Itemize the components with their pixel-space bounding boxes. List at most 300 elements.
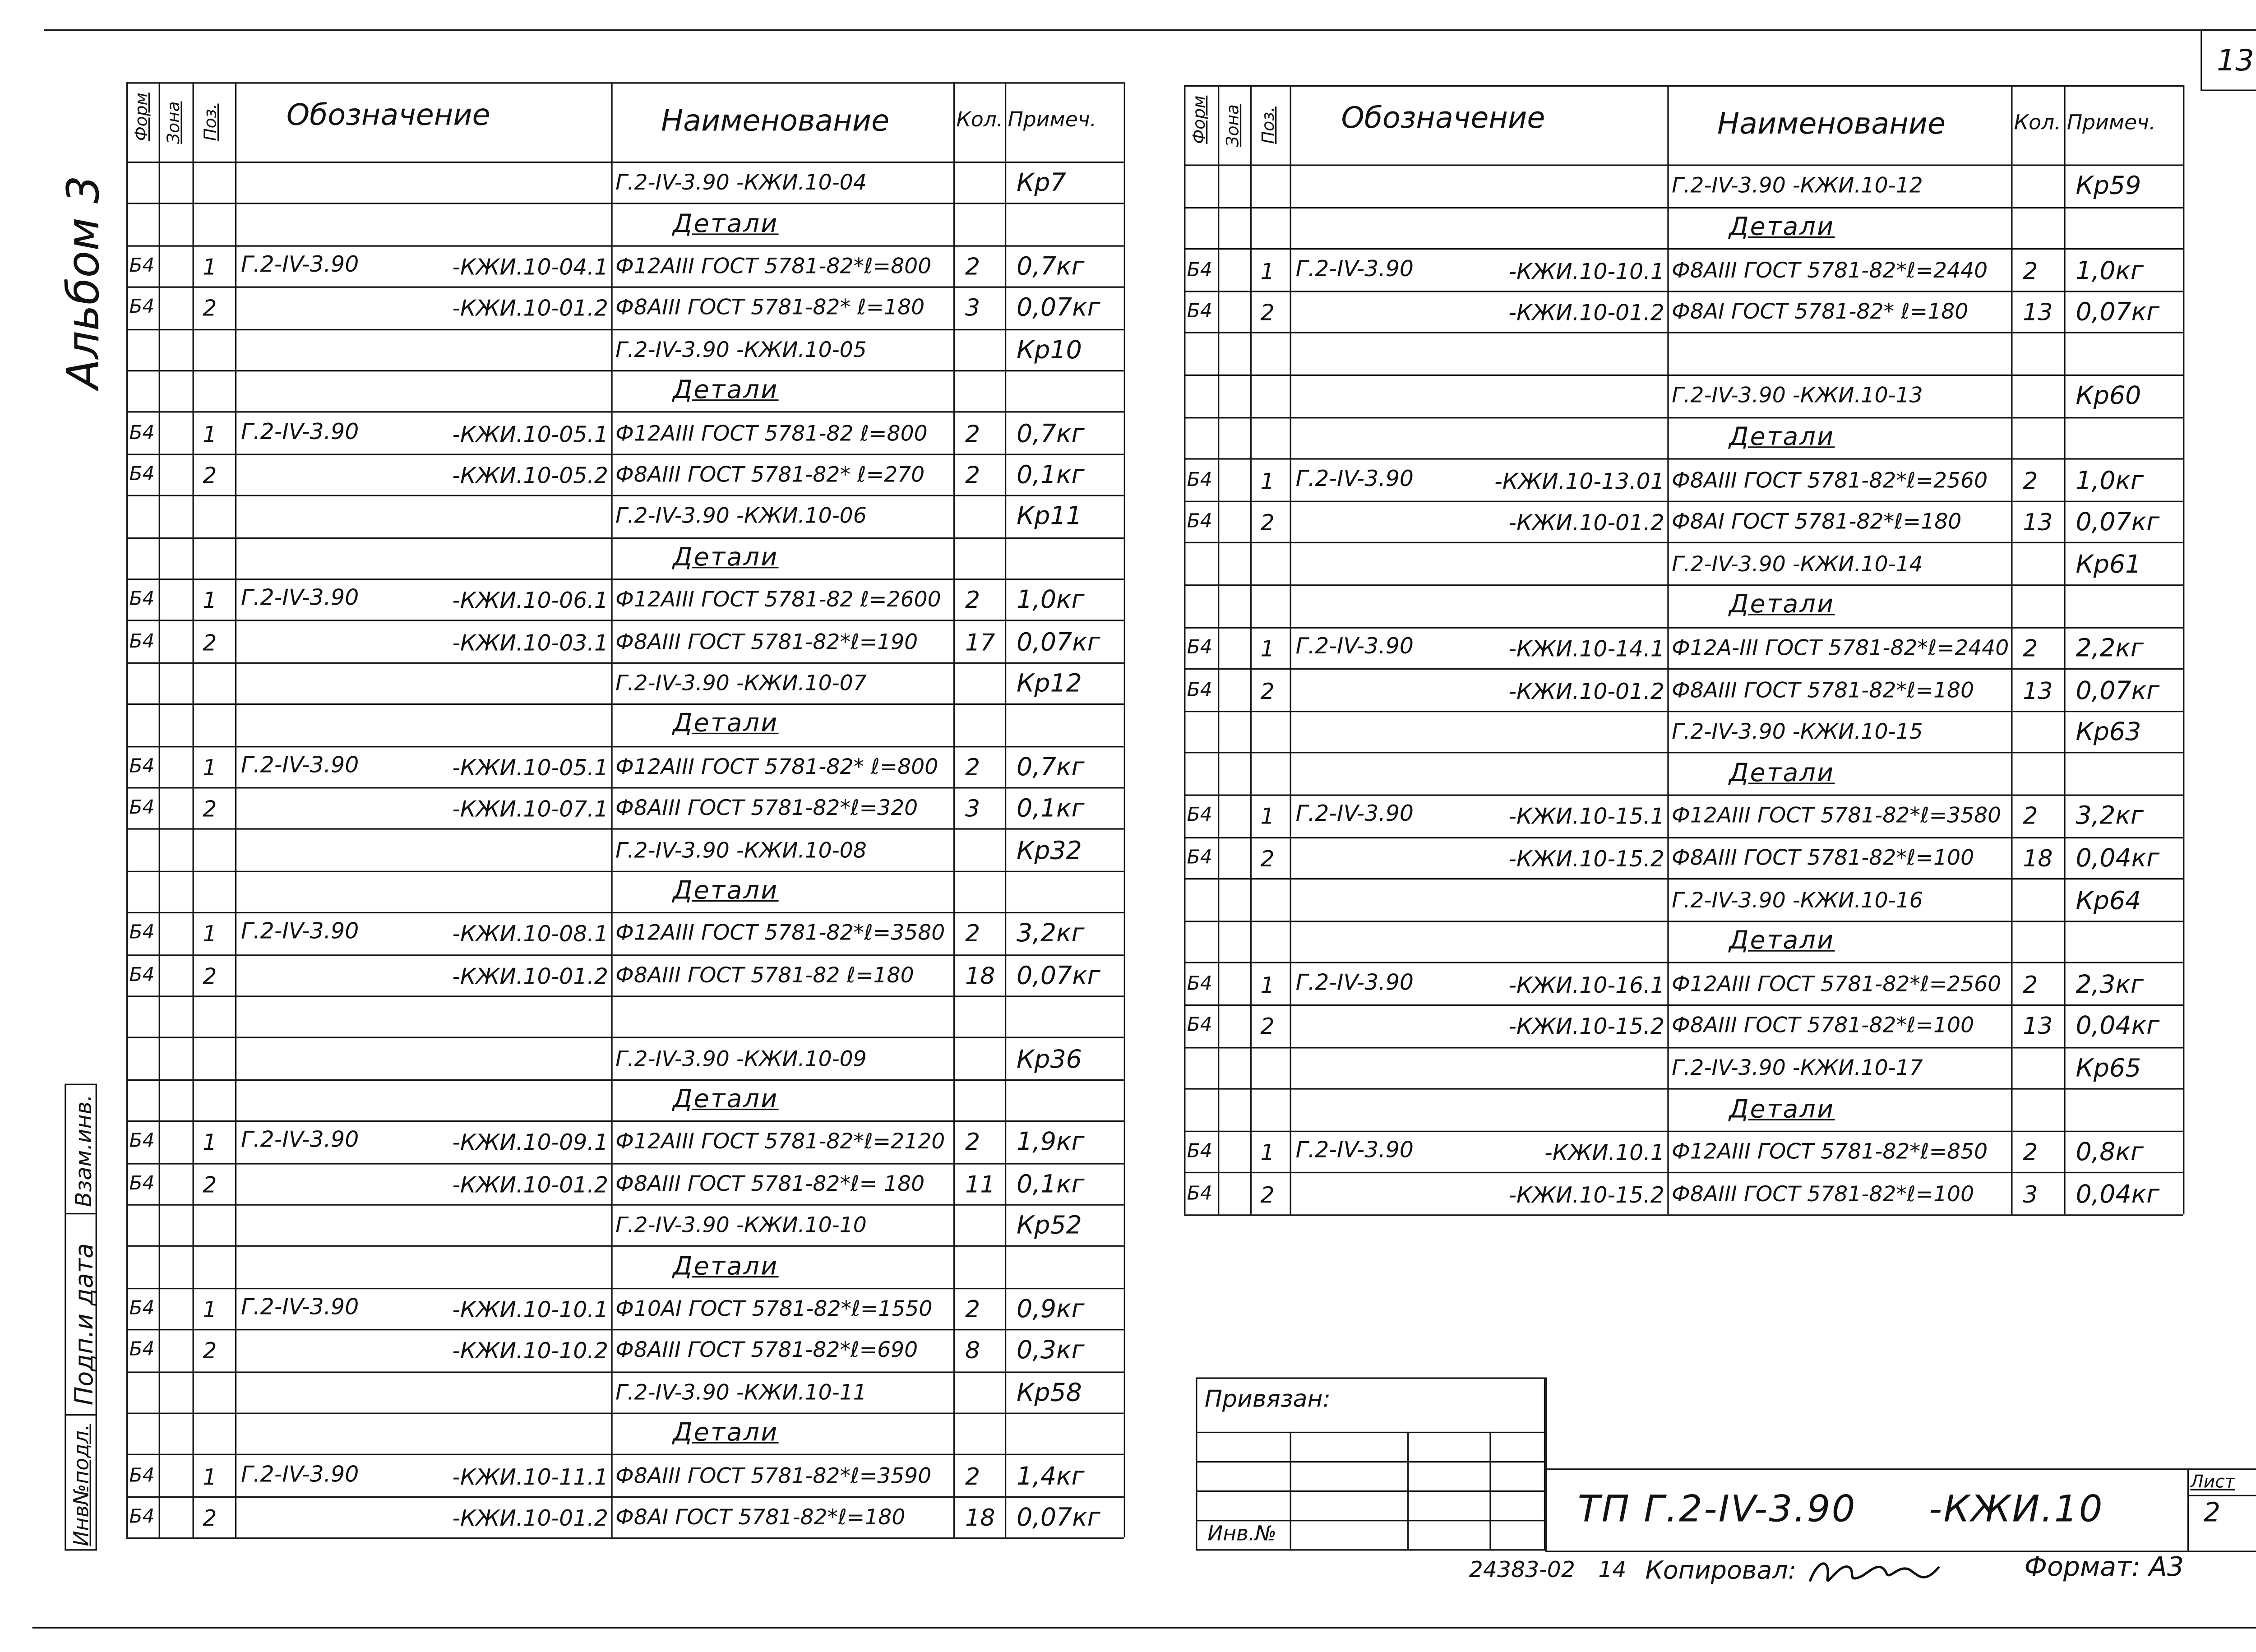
section-title-details: Детали: [1729, 759, 1835, 788]
table-row-line: [1184, 1172, 2183, 1174]
row-designation-code: -КЖИ.10-10.2: [452, 1338, 608, 1365]
row-item-name: Ф8АIII ГОСТ 5781-82*ℓ=100: [1672, 1183, 1974, 1207]
row-quantity: 3: [965, 795, 980, 823]
row-position: 1: [1260, 972, 1275, 998]
row-format: Б4: [129, 1173, 155, 1195]
row-note: Кр60: [2076, 382, 2141, 412]
row-assembly-name: Г.2-IV-3.90 -КЖИ.10-10: [615, 1214, 867, 1238]
row-series: Г.2-IV-3.90: [1295, 801, 1414, 828]
row-note: 1,0кг: [1017, 586, 1085, 616]
row-format: Б4: [1187, 1015, 1212, 1037]
row-position: 2: [203, 1505, 217, 1532]
col-header-qty: Кол.: [2014, 111, 2061, 135]
row-format: Б4: [1187, 469, 1212, 491]
row-assembly-name: Г.2-IV-3.90 -КЖИ.10-11: [615, 1381, 867, 1405]
table-col-line: [953, 82, 955, 1538]
row-note: 0,9кг: [1017, 1295, 1085, 1325]
row-designation-code: -КЖИ.10-05.1: [452, 754, 608, 781]
table-row-line: [126, 1413, 1124, 1414]
table-row-line: [126, 912, 1124, 913]
row-item-name: Ф12АIII ГОСТ 5781-82*ℓ=2120: [615, 1131, 945, 1155]
row-designation-code: -КЖИ.10-10.1: [1508, 258, 1664, 284]
row-assembly-name: Г.2-IV-3.90 -КЖИ.10-17: [1672, 1057, 1923, 1081]
row-note: 1,4кг: [1017, 1462, 1085, 1491]
row-item-name: Ф8АI ГОСТ 5781-82*ℓ=180: [615, 1506, 906, 1530]
row-note: 0,04кг: [2076, 844, 2160, 874]
row-assembly-name: Г.2-IV-3.90 -КЖИ.10-06: [615, 505, 867, 529]
row-position: 2: [203, 463, 217, 489]
row-assembly-name: Г.2-IV-3.90 -КЖИ.10-16: [1672, 889, 1923, 913]
row-assembly-name: Г.2-IV-3.90 -КЖИ.10-13: [1672, 385, 1923, 409]
row-note: 3,2кг: [2076, 802, 2144, 832]
row-note: Кр63: [2076, 718, 2141, 748]
section-title-details: Детали: [673, 710, 779, 740]
row-position: 1: [203, 1296, 217, 1323]
table-col-line: [126, 82, 128, 1538]
row-series: Г.2-IV-3.90: [240, 751, 359, 778]
row-format: Б4: [129, 422, 155, 444]
title-designation: ТП Г.2-IV-3.90: [1577, 1487, 1857, 1530]
row-quantity: 13: [2023, 298, 2053, 326]
row-assembly-name: Г.2-IV-3.90 -КЖИ.10-14: [1672, 553, 1923, 577]
binding-row-line: [1196, 1520, 1545, 1521]
row-position: 1: [203, 588, 217, 614]
row-item-name: Ф12АIII ГОСТ 5781-82*ℓ=3580: [615, 922, 945, 946]
row-quantity: 2: [2023, 466, 2038, 495]
table-row-line: [126, 245, 1124, 246]
col-header-name: Наименование: [661, 102, 890, 138]
row-designation-code: -КЖИ.10-15.2: [1508, 1013, 1664, 1040]
row-note: 0,07кг: [1017, 961, 1100, 991]
row-note: 0,8кг: [2076, 1138, 2144, 1168]
table-row-line: [126, 1538, 1124, 1539]
row-series: Г.2-IV-3.90: [240, 251, 359, 278]
table-row-line: [126, 1162, 1124, 1164]
title-block-sheet-line: [2187, 1495, 2256, 1496]
table-col-line: [1124, 82, 1125, 1538]
row-quantity: 17: [965, 628, 995, 656]
row-quantity: 2: [2023, 802, 2038, 830]
row-note: Кр11: [1017, 503, 1082, 532]
row-designation-code: -КЖИ.10-16.1: [1508, 972, 1664, 998]
binding-row-line: [1196, 1432, 1545, 1433]
row-item-name: Ф12АIII ГОСТ 5781-82*ℓ=2560: [1672, 973, 2002, 997]
row-designation-code: -КЖИ.10-03.1: [452, 629, 608, 656]
row-series: Г.2-IV-3.90: [1295, 633, 1414, 659]
row-quantity: 2: [965, 252, 980, 281]
row-designation-code: -КЖИ.10-05.1: [452, 421, 608, 448]
table-row-line: [1184, 795, 2183, 796]
table-header-line: [126, 162, 1124, 163]
row-position: 2: [1260, 509, 1275, 537]
sheet-number: 13: [2217, 42, 2254, 78]
table-row-line: [1184, 1088, 2183, 1090]
row-designation-code: -КЖИ.10-08.1: [452, 921, 608, 948]
row-designation-code: -КЖИ.10-01.2: [452, 296, 608, 322]
row-format: Б4: [129, 255, 155, 278]
row-item-name: Ф8АIII ГОСТ 5781-82*ℓ=690: [615, 1340, 918, 1364]
row-position: 2: [1260, 1013, 1275, 1040]
binding-row-line: [1196, 1461, 1545, 1462]
row-format: Б4: [129, 922, 155, 945]
row-note: 0,3кг: [1017, 1337, 1085, 1366]
col-header-designation: Обозначение: [286, 97, 490, 132]
row-format: Б4: [1187, 511, 1212, 533]
table-row-line: [126, 453, 1124, 455]
row-item-name: Ф8АIII ГОСТ 5781-82*ℓ=100: [1672, 1015, 1974, 1039]
row-format: Б4: [129, 797, 155, 820]
row-assembly-name: Г.2-IV-3.90 -КЖИ.10-12: [1672, 175, 1923, 199]
row-quantity: 2: [965, 753, 980, 781]
table-col-line: [1184, 85, 1185, 1214]
row-note: Кр61: [2076, 550, 2141, 580]
section-title-details: Детали: [1729, 926, 1835, 956]
section-title-details: Детали: [1729, 213, 1835, 242]
row-note: 0,07кг: [2076, 508, 2160, 538]
row-quantity: 11: [965, 1170, 995, 1198]
table-row-line: [126, 620, 1124, 622]
row-note: 1,9кг: [1017, 1128, 1085, 1158]
row-quantity: 3: [965, 294, 980, 322]
side-stamp-divider: [65, 1414, 97, 1416]
row-position: 2: [203, 1171, 217, 1198]
row-quantity: 2: [2023, 1138, 2038, 1166]
row-position: 1: [203, 421, 217, 448]
row-assembly-name: Г.2-IV-3.90 -КЖИ.10-07: [615, 672, 867, 696]
sheet-label: Лист: [2190, 1471, 2235, 1492]
row-position: 2: [1260, 677, 1275, 704]
row-item-name: Ф8АIII ГОСТ 5781-82* ℓ=270: [615, 464, 925, 488]
row-designation-code: -КЖИ.10.1: [1544, 1139, 1664, 1166]
row-series: Г.2-IV-3.90: [240, 918, 359, 945]
row-designation-code: -КЖИ.10-04.1: [452, 254, 608, 281]
table-row-line: [1184, 500, 2183, 502]
table-row-line: [1184, 752, 2183, 754]
table-row-line: [1184, 963, 2183, 964]
table-row-line: [126, 537, 1124, 538]
row-series: Г.2-IV-3.90: [240, 584, 359, 611]
row-quantity: 2: [2023, 634, 2038, 662]
row-format: Б4: [1187, 805, 1212, 828]
table-row-line: [1184, 542, 2183, 544]
row-designation-code: -КЖИ.10-01.2: [1508, 509, 1664, 537]
row-format: Б4: [129, 297, 155, 319]
album-label: Альбом 3: [59, 175, 111, 389]
inv-label: Инв.№: [1207, 1522, 1276, 1546]
side-stamp-replace: Взам.инв.: [70, 1094, 97, 1207]
table-row-line: [126, 995, 1124, 997]
row-quantity: 8: [965, 1337, 980, 1365]
row-note: 0,07кг: [1017, 294, 1100, 324]
row-item-name: Ф8АIII ГОСТ 5781-82*ℓ=320: [615, 797, 918, 821]
row-note: Кр59: [2076, 172, 2141, 202]
row-item-name: Ф8АIII ГОСТ 5781-82*ℓ= 180: [615, 1173, 925, 1197]
binding-label: Привязан:: [1204, 1384, 1331, 1413]
row-quantity: 2: [965, 1295, 980, 1323]
format-label: Формат: А3: [2024, 1552, 2184, 1583]
row-quantity: 13: [2023, 676, 2053, 704]
row-note: Кр32: [1017, 836, 1082, 866]
row-item-name: Ф10АI ГОСТ 5781-82*ℓ=1550: [615, 1298, 933, 1322]
col-header-pos: Поз.: [1257, 106, 1278, 144]
row-designation-code: -КЖИ.10-15.2: [1508, 1181, 1664, 1208]
col-header-zone: Зона: [163, 101, 184, 144]
row-series: Г.2-IV-3.90: [240, 1460, 359, 1487]
row-position: 1: [203, 1463, 217, 1490]
row-note: 0,7кг: [1017, 753, 1085, 782]
row-position: 1: [1260, 258, 1275, 284]
row-designation-code: -КЖИ.10-01.2: [452, 1505, 608, 1532]
table-row-line: [1184, 710, 2183, 712]
row-designation-code: -КЖИ.10-06.1: [452, 588, 608, 614]
table-row-line: [126, 829, 1124, 830]
row-designation-code: -КЖИ.10-01.2: [1508, 300, 1664, 326]
section-title-details: Детали: [1729, 422, 1835, 452]
row-note: 0,04кг: [2076, 1012, 2160, 1042]
row-designation-code: -КЖИ.10-01.2: [1508, 677, 1664, 704]
row-series: Г.2-IV-3.90: [1295, 255, 1414, 282]
table-row-line: [126, 1329, 1124, 1331]
table-row-line: [1184, 458, 2183, 460]
row-note: 2,2кг: [2076, 634, 2144, 664]
row-quantity: 2: [965, 586, 980, 614]
copier-signature: [1804, 1549, 1945, 1593]
row-assembly-name: Г.2-IV-3.90 -КЖИ.10-04: [615, 172, 867, 196]
row-position: 2: [203, 963, 217, 990]
title-block-top-line: [1545, 1468, 2256, 1470]
row-item-name: Ф8АIII ГОСТ 5781-82 ℓ=180: [615, 964, 914, 988]
row-assembly-name: Г.2-IV-3.90 -КЖИ.10-15: [1672, 721, 1923, 745]
top-border-line: [44, 29, 2256, 31]
side-stamp-inv: Инв№подл.: [70, 1424, 94, 1546]
col-header-qty: Кол.: [956, 108, 1003, 132]
col-header-designation: Обозначение: [1341, 100, 1545, 135]
row-position: 1: [203, 754, 217, 781]
section-title-details: Детали: [673, 209, 779, 239]
title-code: -КЖИ.10: [1928, 1487, 2104, 1530]
table-row-line: [1184, 837, 2183, 838]
copied-label: Копировал:: [1645, 1556, 1797, 1586]
section-title-details: Детали: [673, 543, 779, 573]
table-row-line: [1184, 333, 2183, 334]
table-row-line: [126, 1496, 1124, 1497]
row-designation-code: -КЖИ.10-13.01: [1494, 467, 1664, 495]
row-position: 1: [1260, 467, 1275, 495]
row-item-name: Ф12АIII ГОСТ 5781-82 ℓ=2600: [615, 589, 941, 613]
row-note: 0,1кг: [1017, 1170, 1085, 1200]
row-quantity: 2: [965, 461, 980, 489]
doc-number: 24383-02: [1469, 1556, 1575, 1583]
table-row-line: [126, 787, 1124, 788]
row-format: Б4: [129, 964, 155, 987]
title-block-left-line: [1545, 1377, 1547, 1550]
table-col-line: [1218, 85, 1219, 1214]
row-item-name: Ф12АIII ГОСТ 5781-82*ℓ=800: [615, 255, 932, 279]
table-row-line: [126, 662, 1124, 663]
row-position: 1: [203, 1129, 217, 1157]
row-format: Б4: [1187, 1141, 1212, 1163]
row-assembly-name: Г.2-IV-3.90 -КЖИ.10-08: [615, 839, 867, 863]
row-series: Г.2-IV-3.90: [1295, 464, 1414, 491]
row-format: Б4: [129, 1298, 155, 1320]
side-stamp-signature: Подп.и дата: [70, 1243, 100, 1406]
row-item-name: Ф8АIII ГОСТ 5781-82*ℓ=100: [1672, 847, 1974, 871]
row-assembly-name: Г.2-IV-3.90 -КЖИ.10-09: [615, 1048, 867, 1072]
section-title-details: Детали: [1729, 591, 1835, 620]
row-format: Б4: [129, 756, 155, 778]
table-row-line: [126, 870, 1124, 872]
row-position: 2: [203, 296, 217, 322]
row-format: Б4: [129, 1506, 155, 1529]
table-row-line: [126, 1246, 1124, 1247]
section-title-details: Детали: [1729, 1095, 1835, 1124]
row-note: 0,7кг: [1017, 252, 1085, 282]
section-title-details: Детали: [673, 876, 779, 906]
row-designation-code: -КЖИ.10-09.1: [452, 1129, 608, 1157]
table-row-line: [126, 1454, 1124, 1456]
table-top-line: [126, 82, 1124, 83]
row-item-name: Ф8АIII ГОСТ 5781-82*ℓ=2560: [1672, 469, 1988, 493]
row-quantity: 2: [2023, 256, 2038, 284]
table-row-line: [1184, 207, 2183, 208]
table-row-line: [1184, 584, 2183, 586]
row-position: 1: [1260, 635, 1275, 662]
row-designation-code: -КЖИ.10-10.1: [452, 1296, 608, 1323]
binding-col-line: [1290, 1432, 1291, 1551]
table-row-line: [126, 745, 1124, 747]
row-item-name: Ф8АI ГОСТ 5781-82*ℓ=180: [1672, 511, 1962, 535]
binding-col-line: [1489, 1432, 1491, 1551]
row-format: Б4: [129, 589, 155, 611]
row-note: 2,3кг: [2076, 970, 2144, 1000]
row-series: Г.2-IV-3.90: [240, 418, 359, 444]
table-row-line: [1184, 1214, 2183, 1216]
row-position: 1: [1260, 804, 1275, 830]
row-note: 0,07кг: [1017, 1504, 1100, 1533]
row-item-name: Ф8АIII ГОСТ 5781-82* ℓ=180: [615, 297, 925, 321]
table-row-line: [126, 1371, 1124, 1372]
table-row-line: [126, 495, 1124, 496]
table-row-line: [126, 578, 1124, 580]
table-row-line: [126, 203, 1124, 204]
row-item-name: Ф12АIII ГОСТ 5781-82 ℓ=800: [615, 422, 928, 446]
section-title-details: Детали: [673, 1252, 779, 1282]
table-row-line: [126, 1204, 1124, 1205]
row-format: Б4: [1187, 637, 1212, 659]
row-series: Г.2-IV-3.90: [1295, 1137, 1414, 1163]
row-item-name: Ф12АIII ГОСТ 5781-82*ℓ=850: [1672, 1141, 1988, 1165]
row-note: 0,07кг: [2076, 298, 2160, 328]
table-col-line: [2064, 85, 2065, 1214]
row-position: 2: [1260, 1181, 1275, 1208]
col-header-format: Форм: [130, 93, 152, 141]
table-top-line: [1184, 85, 2183, 87]
table-col-line: [1005, 82, 1006, 1538]
row-position: 1: [203, 254, 217, 281]
col-header-format: Форм: [1188, 95, 1209, 144]
row-note: 0,1кг: [1017, 461, 1085, 491]
row-item-name: Ф8АIII ГОСТ 5781-82*ℓ=2440: [1672, 259, 1988, 283]
binding-row-line: [1196, 1490, 1545, 1492]
table-row-line: [1184, 1046, 2183, 1048]
col-header-pos: Поз.: [199, 103, 221, 141]
table-row-line: [126, 1037, 1124, 1039]
table-row-line: [1184, 416, 2183, 418]
col-header-zone: Зона: [1222, 104, 1243, 147]
table-row-line: [1184, 1004, 2183, 1006]
row-item-name: Ф12АIII ГОСТ 5781-82*ℓ=3580: [1672, 805, 2002, 829]
row-designation-code: -КЖИ.10-05.2: [452, 463, 608, 489]
table-row-line: [1184, 291, 2183, 292]
row-note: Кр58: [1017, 1379, 1082, 1408]
table-row-line: [1184, 626, 2183, 628]
row-item-name: Ф12А-III ГОСТ 5781-82*ℓ=2440: [1672, 637, 2009, 661]
row-item-name: Ф12АIII ГОСТ 5781-82* ℓ=800: [615, 756, 938, 780]
table-col-line: [611, 82, 612, 1538]
row-item-name: Ф8АIII ГОСТ 5781-82*ℓ=3590: [615, 1465, 932, 1489]
row-position: 2: [203, 796, 217, 823]
row-series: Г.2-IV-3.90: [1295, 968, 1414, 995]
table-row-line: [1184, 921, 2183, 922]
table-col-line: [1290, 85, 1291, 1214]
table-row-line: [126, 287, 1124, 288]
table-row-line: [126, 954, 1124, 955]
table-row-line: [126, 703, 1124, 705]
table-row-line: [1184, 1130, 2183, 1132]
row-designation-code: -КЖИ.10-01.2: [452, 1171, 608, 1198]
table-row-line: [126, 1079, 1124, 1080]
table-row-line: [1184, 249, 2183, 250]
copy-number: 14: [1598, 1556, 1627, 1583]
row-item-name: Ф8АI ГОСТ 5781-82* ℓ=180: [1672, 301, 1969, 325]
row-note: 3,2кг: [1017, 920, 1085, 949]
table-row-line: [126, 1121, 1124, 1122]
table-col-line: [1250, 85, 1252, 1214]
table-col-line: [235, 82, 236, 1538]
row-format: Б4: [1187, 301, 1212, 324]
row-quantity: 3: [2023, 1180, 2038, 1208]
row-item-name: Ф8АIII ГОСТ 5781-82*ℓ=190: [615, 630, 918, 655]
table-col-line: [159, 82, 160, 1538]
table-row-line: [1184, 668, 2183, 670]
row-position: 1: [203, 921, 217, 948]
row-quantity: 18: [2023, 844, 2053, 872]
row-note: 0,1кг: [1017, 795, 1085, 824]
binding-col-line: [1407, 1432, 1409, 1551]
row-note: Кр12: [1017, 669, 1082, 699]
table-col-line: [193, 82, 194, 1538]
row-note: Кр64: [2076, 886, 2141, 916]
row-designation-code: -КЖИ.10-14.1: [1508, 635, 1664, 662]
col-header-name: Наименование: [1717, 106, 1946, 141]
row-note: Кр52: [1017, 1212, 1082, 1241]
row-position: 1: [1260, 1139, 1275, 1166]
row-designation-code: -КЖИ.10-11.1: [452, 1463, 608, 1490]
col-header-note: Примеч.: [1008, 108, 1097, 132]
row-format: Б4: [1187, 973, 1212, 995]
table-row-line: [1184, 879, 2183, 880]
row-note: 0,07кг: [2076, 676, 2160, 706]
row-quantity: 18: [965, 1504, 995, 1532]
row-format: Б4: [129, 1340, 155, 1362]
table-header-line: [1184, 164, 2183, 166]
row-note: Кр10: [1017, 336, 1082, 366]
row-quantity: 13: [2023, 508, 2053, 537]
row-assembly-name: Г.2-IV-3.90 -КЖИ.10-05: [615, 339, 867, 363]
row-format: Б4: [1187, 847, 1212, 870]
row-position: 2: [203, 629, 217, 656]
row-format: Б4: [129, 630, 155, 653]
